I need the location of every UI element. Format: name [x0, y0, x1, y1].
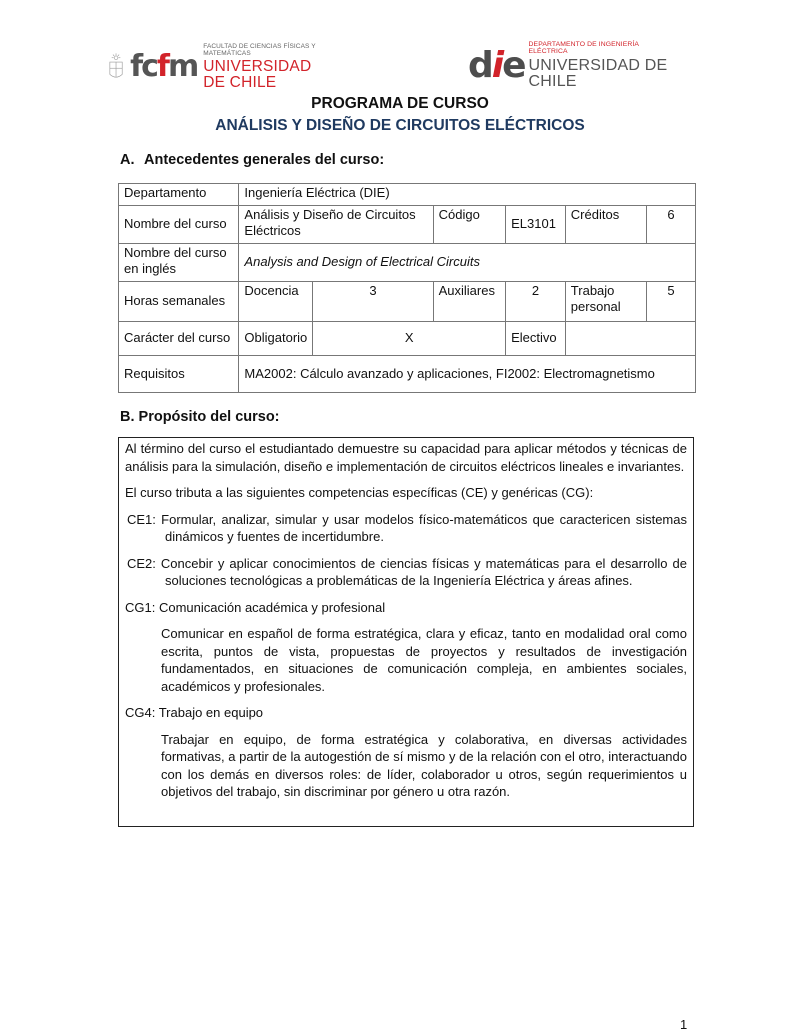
departamento-value: Ingeniería Eléctrica (DIE): [239, 184, 696, 206]
table-row: [119, 356, 696, 393]
university-name: UNIVERSIDAD DE CHILE: [203, 58, 312, 91]
page-number: 1: [680, 1017, 688, 1032]
die-wordmark: die: [468, 45, 525, 86]
university-crest-icon: [108, 45, 124, 89]
competency-ce2: CE2: Concebir y aplicar conocimientos de ciencias físicas y matemáticas para el desarrollo de soluciones tecnológicas a problemáticas de la Ingeniería Eléctrica y áreas afines.: [127, 555, 687, 588]
obligatorio-value: X: [313, 322, 506, 356]
creditos-label: Créditos: [565, 206, 646, 244]
table-row: [119, 206, 696, 244]
codigo-label: Código: [433, 206, 506, 244]
faculty-name: FACULTAD DE CIENCIAS FÍSICAS Y MATEMÁTICAS: [203, 43, 316, 57]
die-logo: [468, 41, 678, 90]
requisitos-label: Requisitos: [119, 356, 239, 393]
caracter-label: Carácter del curso: [119, 322, 239, 356]
horas-label: Horas semanales: [119, 282, 239, 322]
table-row: [119, 244, 696, 282]
obligatorio-label: Obligatorio: [239, 322, 313, 356]
section-a-heading: A. Antecedentes generales del curso:: [120, 152, 385, 168]
section-b-heading: B. Propósito del curso:: [120, 409, 280, 425]
trabajo-value: 5: [646, 282, 695, 322]
table-row: [119, 282, 696, 322]
document-title: PROGRAMA DE CURSO: [311, 95, 489, 112]
nombre-value: Análisis y Diseño de Circuitos Eléctricos: [239, 206, 433, 244]
auxiliares-value: 2: [506, 282, 566, 322]
departamento-label: Departamento: [119, 184, 239, 206]
fcfm-logo: [108, 44, 318, 90]
docencia-label: Docencia: [239, 282, 313, 322]
competency-cg1-title: CG1: Comunicación académica y profesional: [125, 599, 386, 615]
creditos-value: 6: [646, 206, 695, 244]
auxiliares-label: Auxiliares: [433, 282, 506, 322]
department-name: DEPARTAMENTO DE INGENIERÍA ELÉCTRICA: [528, 41, 639, 55]
electivo-label: Electivo: [506, 322, 566, 356]
course-info-table: [118, 183, 696, 393]
nombre-ingles-value: Analysis and Design of Electrical Circuits: [239, 244, 696, 282]
university-name: UNIVERSIDAD DE CHILE: [528, 56, 668, 90]
table-row: [119, 322, 696, 356]
nombre-ingles-label: Nombre del curso en inglés: [119, 244, 239, 282]
fcfm-wordmark: fcfm: [130, 49, 198, 84]
electivo-value: [565, 322, 695, 356]
competency-cg4-title: CG4: Trabajo en equipo: [125, 705, 264, 720]
requisitos-value: MA2002: Cálculo avanzado y aplicaciones, FI2002: Electromagnetismo: [239, 356, 696, 393]
table-row: [119, 184, 696, 206]
competencies-intro: El curso tributa a las siguientes competencias específicas (CE) y genéricas (CG):: [125, 485, 594, 500]
course-title: ANÁLISIS Y DISEÑO DE CIRCUITOS ELÉCTRICOS: [215, 117, 585, 134]
competency-cg4-text: Trabajar en equipo, de forma estratégica y colaborativa, en diversas actividades formativas, a partir de la autogestión de sí mismo y de la relación con el otro, interactuando con los demás en diversos roles: de líder, colaborador u otros, según requerimientos u objetivos del trabajo, sin discriminar por género u otra razón.: [161, 731, 687, 799]
purpose-box: [118, 437, 694, 827]
codigo-value: EL3101: [506, 206, 566, 244]
competency-ce1: CE1: Formular, analizar, simular y usar modelos físico-matemáticos que caractericen sistemas dinámicos y fuentes de incertidumbre.: [127, 511, 687, 544]
purpose-intro: Al término del curso el estudiantado demuestre su capacidad para aplicar métodos y técnicas de análisis para la simulación, diseño e implementación de circuitos eléctricos lineales e invariantes.: [125, 441, 687, 474]
competency-cg1-text: Comunicar en español de forma estratégica, clara y eficaz, tanto en modalidad oral como escrita, puntos de vista, propuestas de proyectos y resultados de investigación fundamentados, en situaciones de comunicación compleja, en ambientes sociales, académicos y profesionales.: [161, 626, 687, 694]
nombre-label: Nombre del curso: [119, 206, 239, 244]
trabajo-label: Trabajo personal: [565, 282, 646, 322]
docencia-value: 3: [313, 282, 433, 322]
